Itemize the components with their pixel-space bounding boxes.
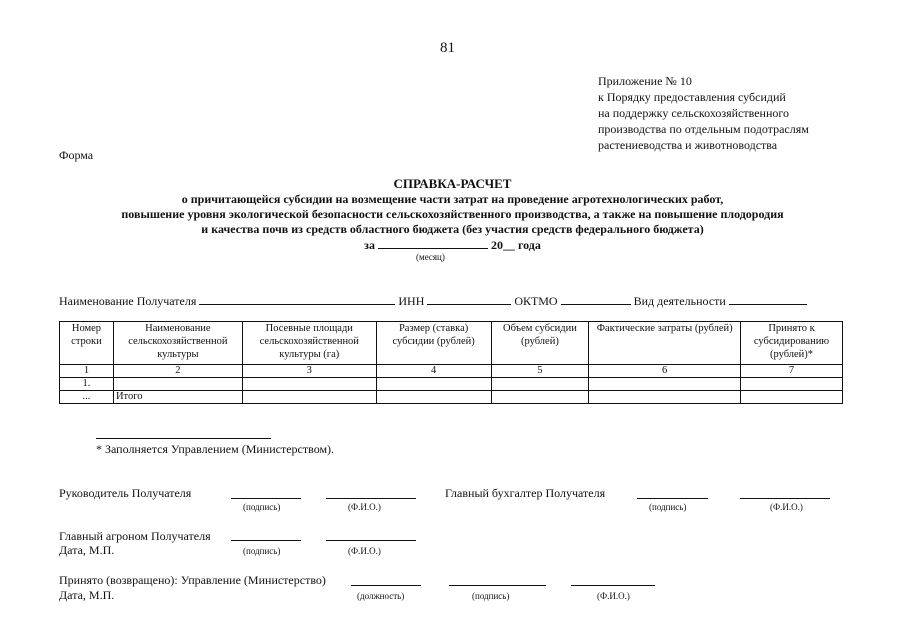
title-line-1: о причитающейся субсидии на возмещение части затрат на проведение агротехнологических работ,: [181, 192, 724, 206]
table-cell[interactable]: [242, 391, 376, 404]
appendix-line: производства по отдельным подотраслям: [598, 122, 809, 136]
row-number: 1.: [60, 378, 114, 391]
appendix-line: растениеводства и животноводства: [598, 138, 778, 152]
table-cell[interactable]: [491, 391, 589, 404]
column-number: 6: [589, 365, 741, 378]
za-label: за: [364, 238, 375, 252]
year-label: 20__ года: [490, 238, 541, 252]
caption-name: (Ф.И.О.): [348, 546, 381, 556]
agronomist-label: Главный агроном Получателя: [59, 529, 211, 543]
caption-signature: (подпись): [243, 546, 281, 556]
agronomist-signature-line[interactable]: [231, 540, 301, 541]
title-line-2: повышение уровня экологической безопасности сельскохозяйственного производства, а также на повышение плодородия: [121, 207, 784, 221]
column-number: 2: [113, 365, 242, 378]
header-cell: Принято к субсидированию (рублей)*: [741, 322, 843, 365]
column-number: 3: [242, 365, 376, 378]
header-cell: Размер (ставка) субсидии (рублей): [376, 322, 491, 365]
column-number-row: [60, 365, 843, 378]
form-label: Форма: [59, 148, 94, 162]
caption-signature: (подпись): [243, 502, 281, 512]
caption-name: (Ф.И.О.): [348, 502, 381, 512]
recipient-name-blank[interactable]: [199, 293, 395, 305]
caption-signature: (подпись): [649, 502, 687, 512]
accepted-name-line[interactable]: [571, 585, 655, 586]
header-cell: Объем субсидии (рублей): [491, 322, 589, 365]
table-cell[interactable]: [741, 378, 843, 391]
date-label: Дата, М.П.: [59, 543, 115, 557]
page-number: 81: [440, 40, 455, 56]
table-cell[interactable]: [376, 391, 491, 404]
table-cell[interactable]: [741, 391, 843, 404]
header-cell: Фактические затраты (рублей): [589, 322, 741, 365]
appendix-line: на поддержку сельскохозяйственного: [598, 106, 790, 120]
caption-name: (Ф.И.О.): [597, 591, 630, 601]
period-line: [0, 237, 905, 253]
header-cell: Номер строки: [60, 322, 114, 365]
footnote-divider: [96, 438, 271, 439]
caption-name: (Ф.И.О.): [770, 502, 803, 512]
activity-blank[interactable]: [729, 293, 807, 305]
calculation-table: [59, 321, 843, 404]
table-cell[interactable]: [376, 378, 491, 391]
position-line[interactable]: [351, 585, 421, 586]
table-cell[interactable]: [113, 378, 242, 391]
table-header-row: [60, 322, 843, 365]
column-number: 1: [60, 365, 114, 378]
oktmo-label: ОКТМО: [514, 294, 558, 308]
appendix-line: Приложение № 10: [598, 74, 692, 88]
agronomist-name-line[interactable]: [326, 540, 416, 541]
table-cell[interactable]: [589, 391, 741, 404]
document-title: СПРАВКА-РАСЧЕТ: [393, 176, 512, 191]
total-label: Итого: [113, 391, 242, 404]
header-cell: Посевные площади сельскохозяйственной культуры (га): [242, 322, 376, 365]
accepted-label: Принято (возвращено): Управление (Министерство): [59, 573, 326, 587]
accountant-signature-line[interactable]: [637, 498, 708, 499]
column-number: 4: [376, 365, 491, 378]
row-number: ...: [60, 391, 114, 404]
appendix-block: [598, 73, 809, 153]
header-cell: Наименование сельскохозяйственной культуры: [113, 322, 242, 365]
head-name-line[interactable]: [326, 498, 416, 499]
caption-position: (должность): [357, 591, 405, 601]
month-caption: (месяц): [416, 252, 445, 262]
accountant-name-line[interactable]: [740, 498, 830, 499]
table-cell[interactable]: [491, 378, 589, 391]
footnote: * Заполняется Управлением (Министерством).: [96, 442, 335, 456]
recipient-name-label: Наименование Получателя: [59, 294, 197, 308]
caption-signature: (подпись): [472, 591, 510, 601]
appendix-line: к Порядку предоставления субсидий: [598, 90, 786, 104]
accepted-signature-line[interactable]: [449, 585, 546, 586]
accountant-label: Главный бухгалтер Получателя: [445, 486, 606, 500]
title-line-3: и качества почв из средств областного бюджета (без участия средств федерального бюджета): [201, 222, 704, 236]
head-signature-line[interactable]: [231, 498, 301, 499]
column-number: 5: [491, 365, 589, 378]
table-cell[interactable]: [242, 378, 376, 391]
oktmo-blank[interactable]: [561, 293, 631, 305]
inn-label: ИНН: [398, 294, 425, 308]
table-row-total: [60, 391, 843, 404]
recipient-line: [59, 293, 807, 309]
head-label: Руководитель Получателя: [59, 486, 192, 500]
month-blank[interactable]: [378, 237, 488, 249]
table-cell[interactable]: [589, 378, 741, 391]
date-label: Дата, М.П.: [59, 588, 115, 602]
inn-blank[interactable]: [427, 293, 511, 305]
table-row: [60, 378, 843, 391]
column-number: 7: [741, 365, 843, 378]
activity-label: Вид деятельности: [633, 294, 726, 308]
